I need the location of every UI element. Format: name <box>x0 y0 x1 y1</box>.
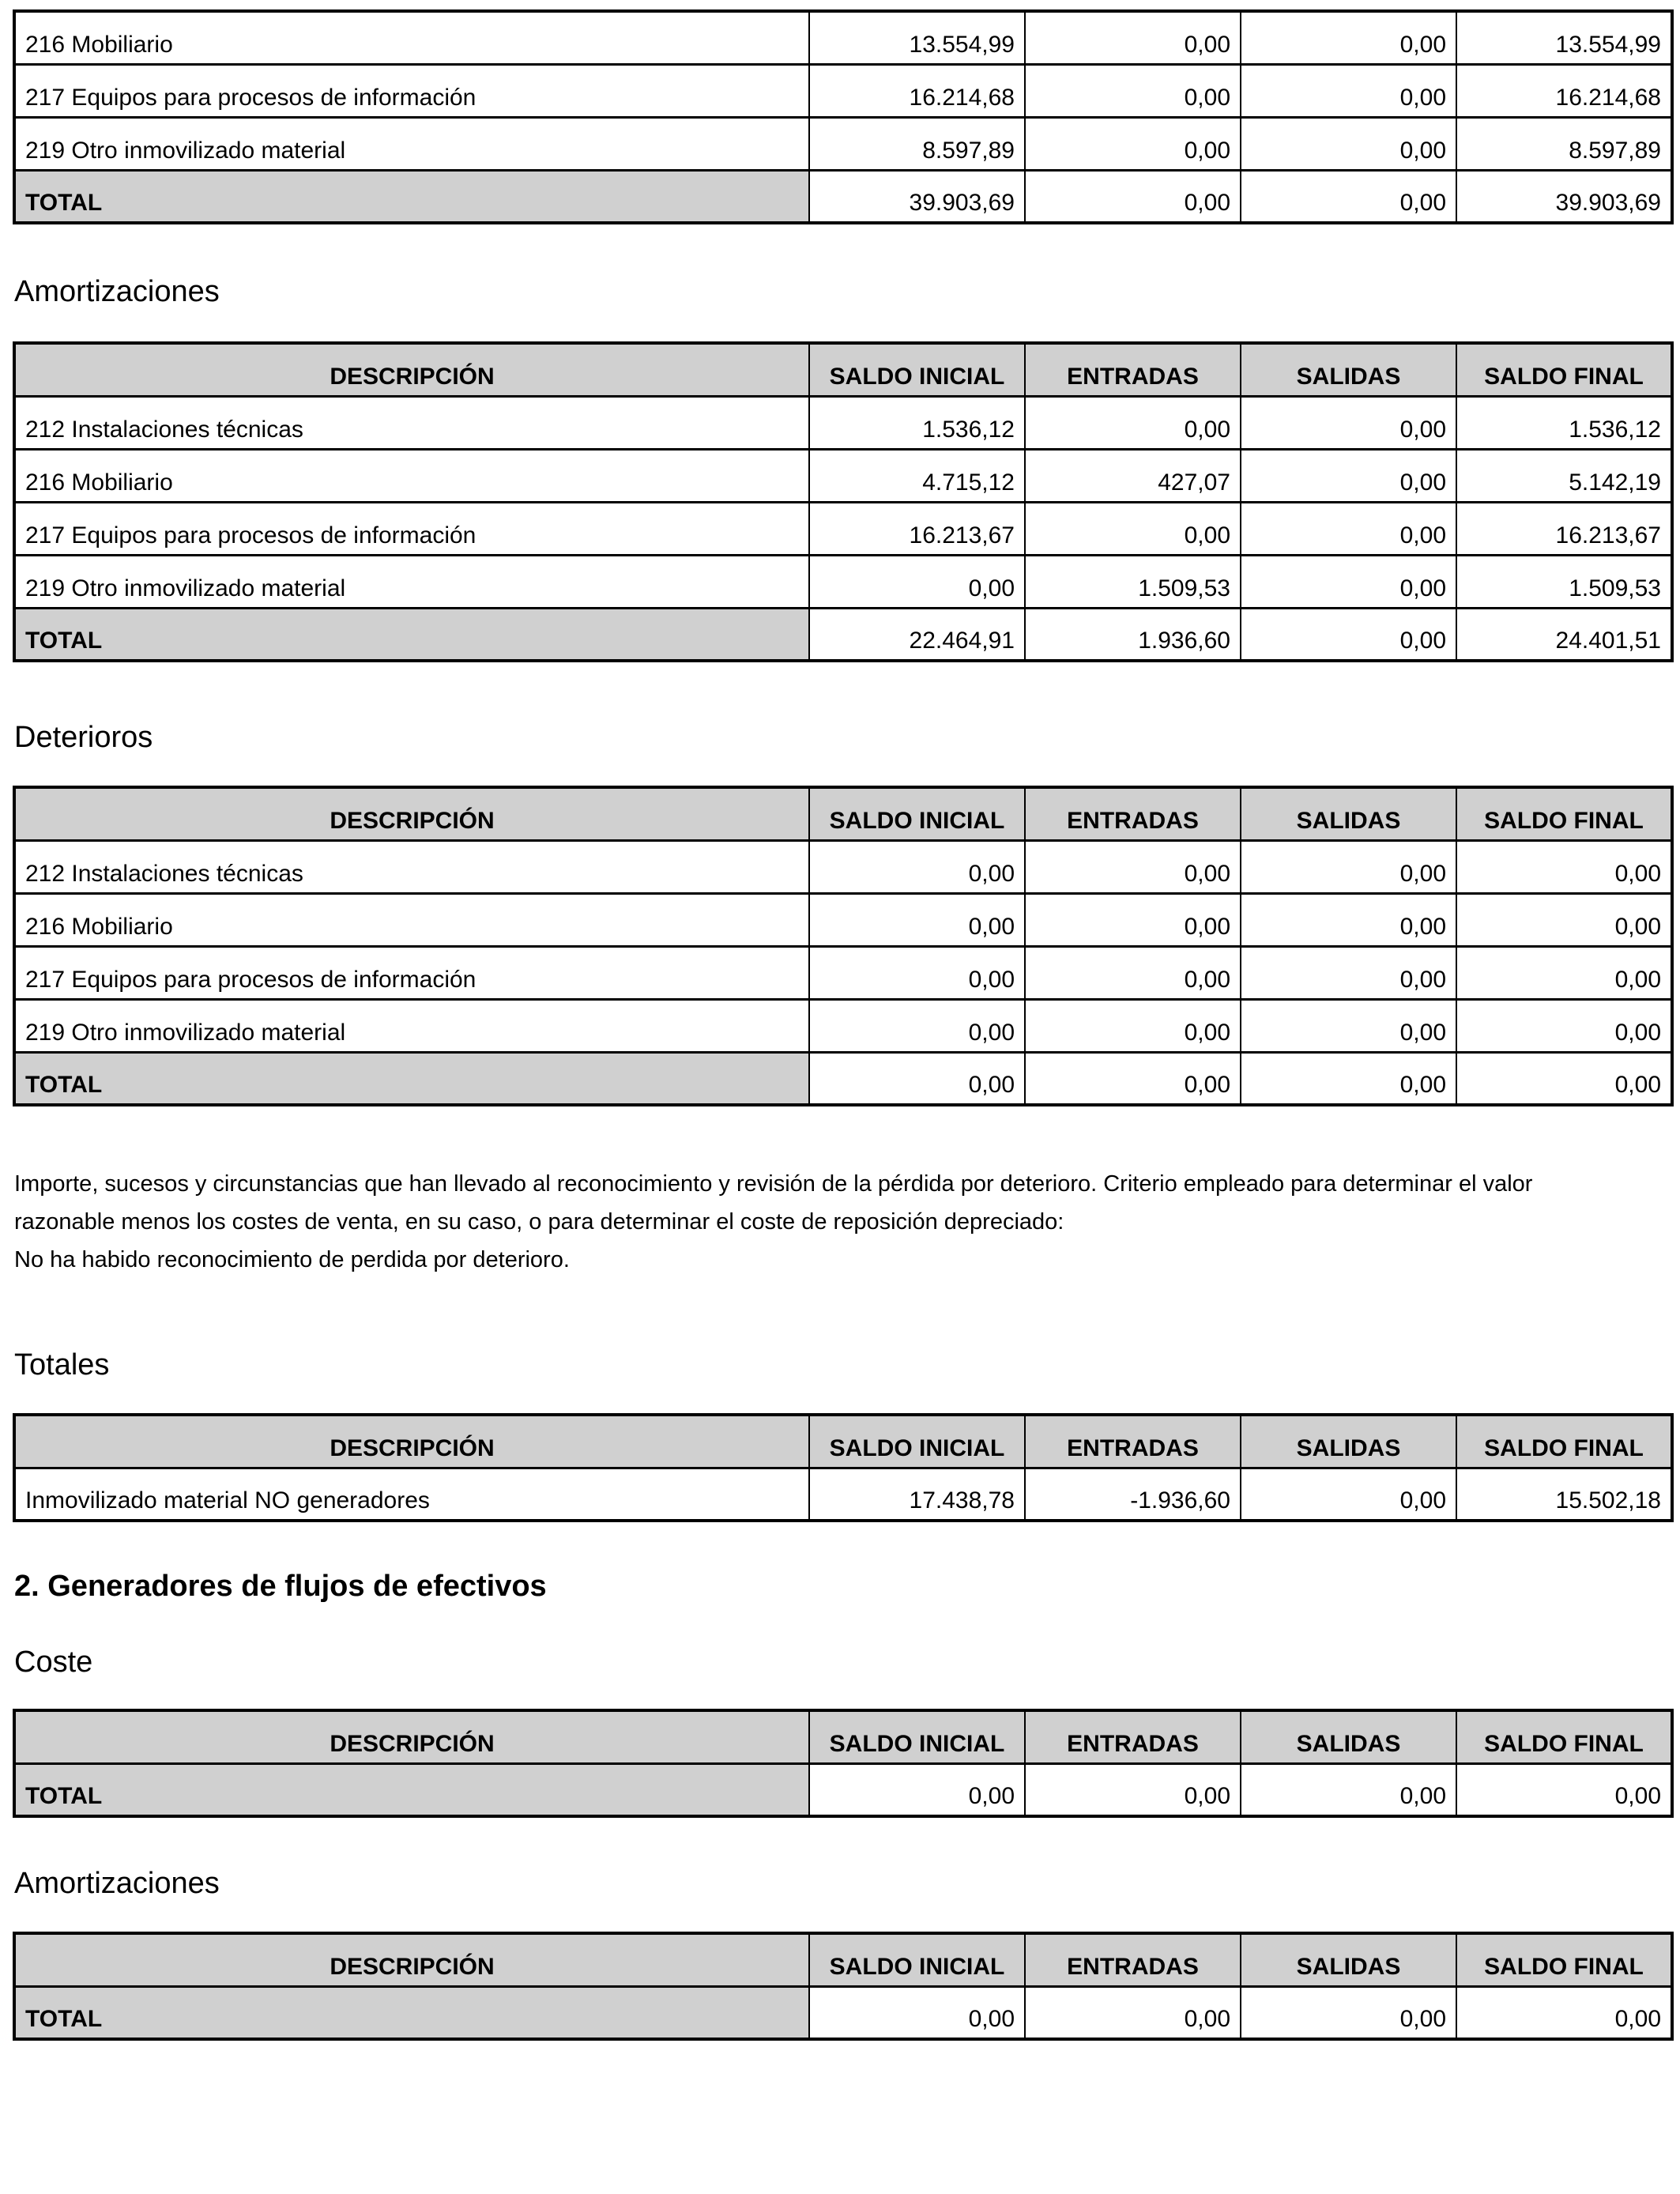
entradas-cell: 0,00 <box>1025 1052 1241 1105</box>
saldo-inicial-cell: 0,00 <box>809 555 1025 608</box>
col-header-saldo-final: SALDO FINAL <box>1456 1933 1672 1986</box>
note-line-2: razonable menos los costes de venta, en su caso, o para determinar el coste de reposición depreciado: <box>14 1209 1064 1235</box>
table-row <box>14 502 1672 555</box>
saldo-final-cell: 0,00 <box>1456 999 1672 1052</box>
col-header-descripcion: DESCRIPCIÓN <box>14 787 809 840</box>
salidas-cell: 0,00 <box>1241 1986 1456 2039</box>
saldo-inicial-cell: 0,00 <box>809 1052 1025 1105</box>
entradas-cell: 0,00 <box>1025 11 1241 64</box>
amortizaciones-heading: Amortizaciones <box>14 275 220 308</box>
row-description: 217 Equipos para procesos de información <box>14 64 809 117</box>
salidas-cell: 0,00 <box>1241 1468 1456 1521</box>
saldo-final-cell: 13.554,99 <box>1456 11 1672 64</box>
entradas-cell: 0,00 <box>1025 64 1241 117</box>
saldo-final-cell: 16.213,67 <box>1456 502 1672 555</box>
table-header-row <box>14 343 1672 396</box>
saldo-inicial-cell: 39.903,69 <box>809 170 1025 223</box>
table-row <box>14 1468 1672 1521</box>
saldo-inicial-cell: 8.597,89 <box>809 117 1025 170</box>
coste-heading: Coste <box>14 1646 93 1679</box>
saldo-final-cell: 0,00 <box>1456 1052 1672 1105</box>
table <box>13 9 1674 224</box>
saldo-final-cell: 15.502,18 <box>1456 1468 1672 1521</box>
saldo-final-cell: 0,00 <box>1456 840 1672 893</box>
saldo-inicial-cell: 0,00 <box>809 1986 1025 2039</box>
col-header-entradas: ENTRADAS <box>1025 1415 1241 1468</box>
saldo-inicial-cell: 0,00 <box>809 840 1025 893</box>
saldo-inicial-cell: 16.213,67 <box>809 502 1025 555</box>
col-header-saldo-final: SALDO FINAL <box>1456 1710 1672 1763</box>
col-header-entradas: ENTRADAS <box>1025 1710 1241 1763</box>
saldo-final-cell: 1.509,53 <box>1456 555 1672 608</box>
col-header-saldo-inicial: SALDO INICIAL <box>809 1415 1025 1468</box>
totales-heading: Totales <box>14 1348 110 1382</box>
saldo-final-cell: 1.536,12 <box>1456 396 1672 449</box>
entradas-cell: 0,00 <box>1025 1763 1241 1816</box>
saldo-inicial-cell: 0,00 <box>809 999 1025 1052</box>
table-row <box>14 555 1672 608</box>
row-description: Inmovilizado material NO generadores <box>14 1468 809 1521</box>
salidas-cell: 0,00 <box>1241 449 1456 502</box>
col-header-saldo-inicial: SALDO INICIAL <box>809 343 1025 396</box>
salidas-cell: 0,00 <box>1241 502 1456 555</box>
salidas-cell: 0,00 <box>1241 999 1456 1052</box>
entradas-cell: 0,00 <box>1025 502 1241 555</box>
entradas-cell: 0,00 <box>1025 396 1241 449</box>
saldo-final-cell: 0,00 <box>1456 1986 1672 2039</box>
salidas-cell: 0,00 <box>1241 11 1456 64</box>
table <box>13 786 1674 1106</box>
col-header-salidas: SALIDAS <box>1241 1710 1456 1763</box>
row-description: 212 Instalaciones técnicas <box>14 840 809 893</box>
salidas-cell: 0,00 <box>1241 117 1456 170</box>
entradas-cell: 0,00 <box>1025 946 1241 999</box>
total-row <box>14 170 1672 223</box>
deterioro-note <box>14 1165 1666 1279</box>
totales-table <box>13 1413 1671 1522</box>
amortizaciones-table <box>13 341 1671 662</box>
row-description: 216 Mobiliario <box>14 449 809 502</box>
col-header-salidas: SALIDAS <box>1241 343 1456 396</box>
total-label: TOTAL <box>14 608 809 661</box>
total-row <box>14 608 1672 661</box>
total-label: TOTAL <box>14 1986 809 2039</box>
entradas-cell: 427,07 <box>1025 449 1241 502</box>
note-line-3: No ha habido reconocimiento de perdida por deterioro. <box>14 1247 570 1272</box>
salidas-cell: 0,00 <box>1241 396 1456 449</box>
entradas-cell: 0,00 <box>1025 840 1241 893</box>
deterioros-table <box>13 786 1671 1106</box>
saldo-final-cell: 0,00 <box>1456 1763 1672 1816</box>
salidas-cell: 0,00 <box>1241 555 1456 608</box>
entradas-cell: -1.936,60 <box>1025 1468 1241 1521</box>
total-row <box>14 1763 1672 1816</box>
salidas-cell: 0,00 <box>1241 1052 1456 1105</box>
total-row <box>14 1986 1672 2039</box>
saldo-inicial-cell: 0,00 <box>809 946 1025 999</box>
row-description: 219 Otro inmovilizado material <box>14 999 809 1052</box>
table <box>13 1932 1674 2041</box>
col-header-descripcion: DESCRIPCIÓN <box>14 1415 809 1468</box>
col-header-entradas: ENTRADAS <box>1025 787 1241 840</box>
row-description: 216 Mobiliario <box>14 893 809 946</box>
salidas-cell: 0,00 <box>1241 893 1456 946</box>
table-row <box>14 11 1672 64</box>
col-header-descripcion: DESCRIPCIÓN <box>14 1933 809 1986</box>
total-label: TOTAL <box>14 170 809 223</box>
entradas-cell: 1.509,53 <box>1025 555 1241 608</box>
saldo-inicial-cell: 22.464,91 <box>809 608 1025 661</box>
generadores-amortizaciones-table <box>13 1932 1671 2041</box>
deterioros-heading: Deterioros <box>14 721 153 754</box>
row-description: 217 Equipos para procesos de información <box>14 502 809 555</box>
saldo-inicial-cell: 0,00 <box>809 893 1025 946</box>
table-header-row <box>14 1710 1672 1763</box>
entradas-cell: 0,00 <box>1025 170 1241 223</box>
col-header-entradas: ENTRADAS <box>1025 1933 1241 1986</box>
saldo-inicial-cell: 17.438,78 <box>809 1468 1025 1521</box>
col-header-saldo-inicial: SALDO INICIAL <box>809 1933 1025 1986</box>
col-header-saldo-final: SALDO FINAL <box>1456 343 1672 396</box>
section-2-title: 2. Generadores de flujos de efectivos <box>14 1570 547 1603</box>
col-header-salidas: SALIDAS <box>1241 787 1456 840</box>
col-header-saldo-final: SALDO FINAL <box>1456 1415 1672 1468</box>
col-header-saldo-inicial: SALDO INICIAL <box>809 787 1025 840</box>
salidas-cell: 0,00 <box>1241 946 1456 999</box>
saldo-final-cell: 5.142,19 <box>1456 449 1672 502</box>
saldo-final-cell: 0,00 <box>1456 946 1672 999</box>
saldo-final-cell: 24.401,51 <box>1456 608 1672 661</box>
table-row <box>14 840 1672 893</box>
row-description: 212 Instalaciones técnicas <box>14 396 809 449</box>
note-line-1: Importe, sucesos y circunstancias que han llevado al reconocimiento y revisión de la pérdida por deterioro. Criterio empleado para determinar el valor <box>14 1171 1533 1197</box>
row-description: 219 Otro inmovilizado material <box>14 117 809 170</box>
table <box>13 341 1674 662</box>
entradas-cell: 1.936,60 <box>1025 608 1241 661</box>
row-description: 216 Mobiliario <box>14 11 809 64</box>
table-row <box>14 999 1672 1052</box>
table-row <box>14 396 1672 449</box>
salidas-cell: 0,00 <box>1241 608 1456 661</box>
table-header-row <box>14 1933 1672 1986</box>
salidas-cell: 0,00 <box>1241 170 1456 223</box>
col-header-salidas: SALIDAS <box>1241 1933 1456 1986</box>
generadores-coste-table <box>13 1709 1671 1818</box>
col-header-saldo-final: SALDO FINAL <box>1456 787 1672 840</box>
col-header-descripcion: DESCRIPCIÓN <box>14 1710 809 1763</box>
salidas-cell: 0,00 <box>1241 1763 1456 1816</box>
saldo-final-cell: 8.597,89 <box>1456 117 1672 170</box>
total-label: TOTAL <box>14 1763 809 1816</box>
entradas-cell: 0,00 <box>1025 999 1241 1052</box>
table <box>13 1709 1674 1818</box>
saldo-final-cell: 39.903,69 <box>1456 170 1672 223</box>
amortizaciones-2-heading: Amortizaciones <box>14 1867 220 1900</box>
row-description: 217 Equipos para procesos de información <box>14 946 809 999</box>
saldo-inicial-cell: 16.214,68 <box>809 64 1025 117</box>
saldo-final-cell: 0,00 <box>1456 893 1672 946</box>
table-row <box>14 893 1672 946</box>
saldo-final-cell: 16.214,68 <box>1456 64 1672 117</box>
col-header-descripcion: DESCRIPCIÓN <box>14 343 809 396</box>
coste-table-continued <box>13 9 1671 224</box>
saldo-inicial-cell: 4.715,12 <box>809 449 1025 502</box>
table-header-row <box>14 1415 1672 1468</box>
table-row <box>14 117 1672 170</box>
table <box>13 1413 1674 1522</box>
row-description: 219 Otro inmovilizado material <box>14 555 809 608</box>
entradas-cell: 0,00 <box>1025 117 1241 170</box>
table-row <box>14 449 1672 502</box>
saldo-inicial-cell: 13.554,99 <box>809 11 1025 64</box>
total-row <box>14 1052 1672 1105</box>
table-row <box>14 64 1672 117</box>
salidas-cell: 0,00 <box>1241 64 1456 117</box>
saldo-inicial-cell: 1.536,12 <box>809 396 1025 449</box>
total-label: TOTAL <box>14 1052 809 1105</box>
col-header-saldo-inicial: SALDO INICIAL <box>809 1710 1025 1763</box>
salidas-cell: 0,00 <box>1241 840 1456 893</box>
col-header-salidas: SALIDAS <box>1241 1415 1456 1468</box>
entradas-cell: 0,00 <box>1025 893 1241 946</box>
entradas-cell: 0,00 <box>1025 1986 1241 2039</box>
table-header-row <box>14 787 1672 840</box>
table-row <box>14 946 1672 999</box>
col-header-entradas: ENTRADAS <box>1025 343 1241 396</box>
saldo-inicial-cell: 0,00 <box>809 1763 1025 1816</box>
